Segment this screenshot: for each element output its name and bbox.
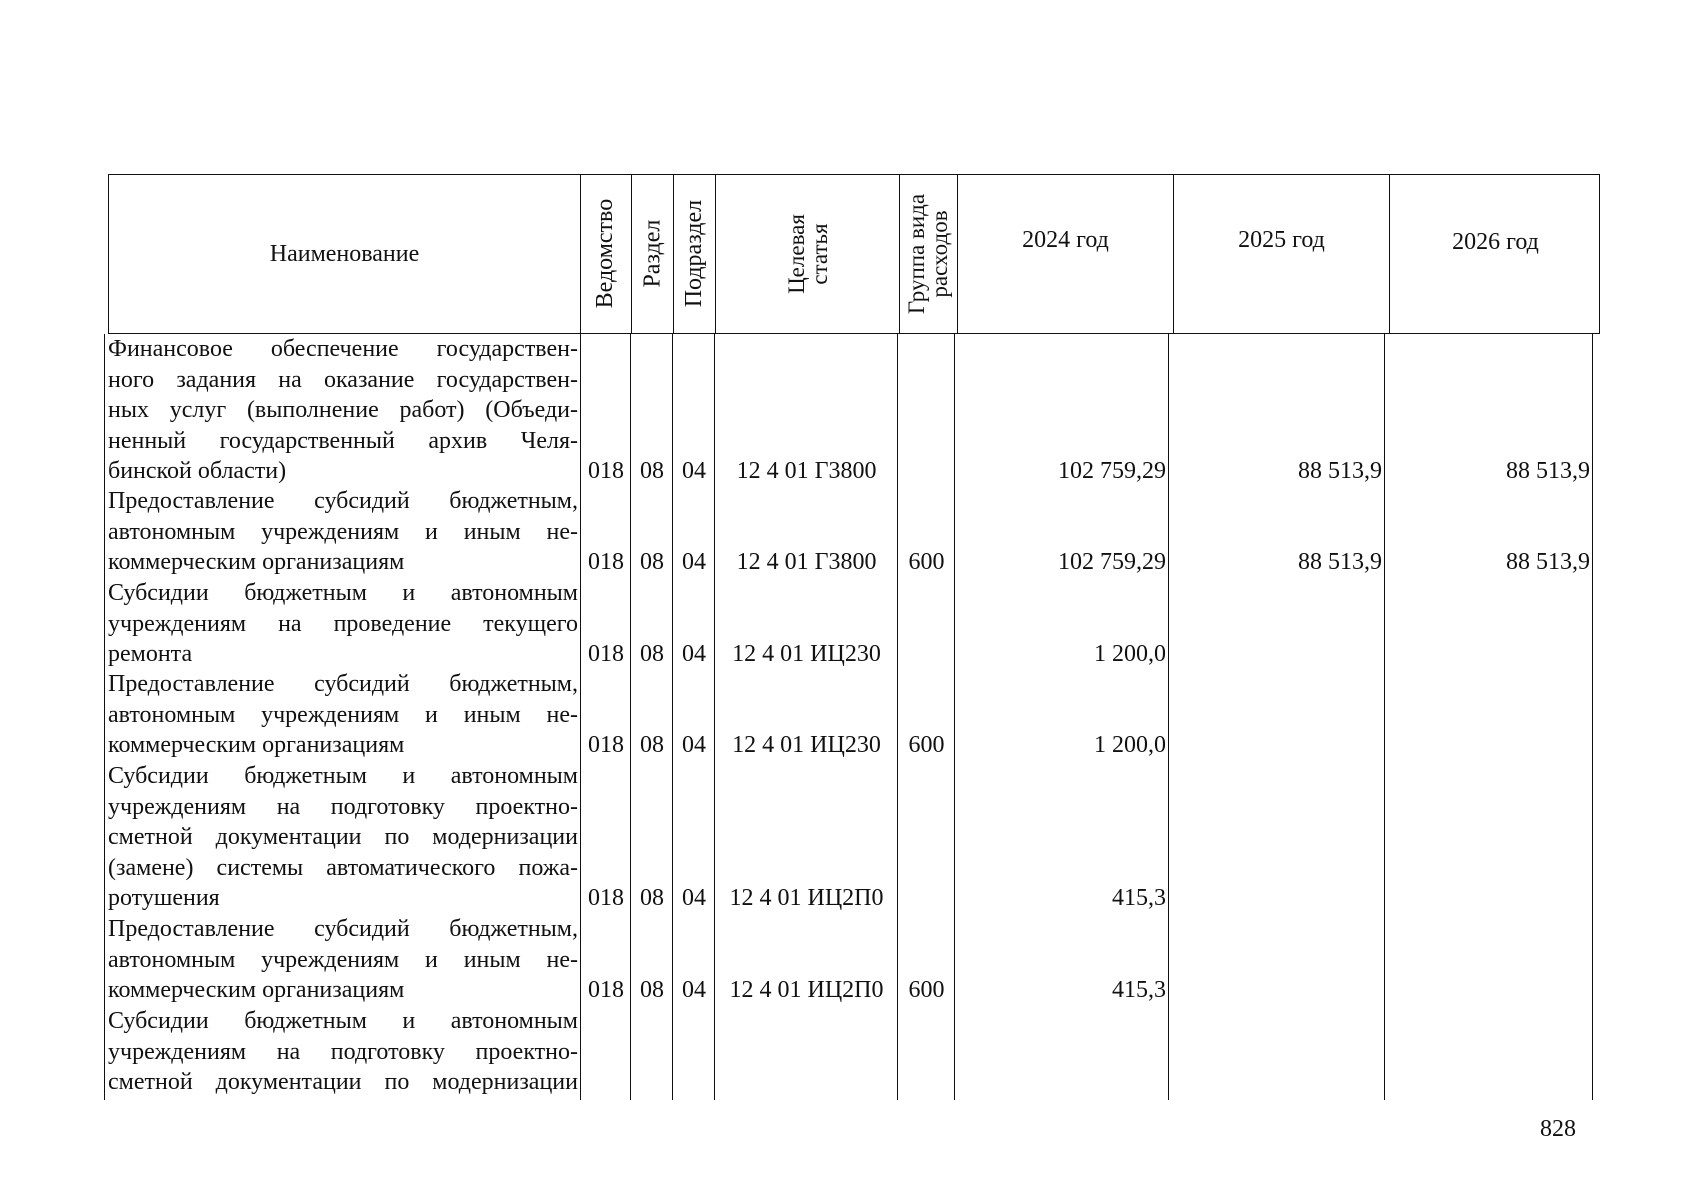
table-row-name: [108, 669, 578, 761]
cell-podrazdel: 04: [682, 732, 706, 758]
page-number: 828: [1540, 1116, 1576, 1142]
column-line: [580, 334, 581, 1100]
cell-2024: 415,3: [1112, 977, 1166, 1003]
header-podrazdel-cell: [674, 175, 716, 333]
table-row-name: [108, 1006, 578, 1098]
column-line: [1592, 334, 1593, 1100]
cell-2024: 1 200,0: [1094, 641, 1166, 667]
table-row-name: [108, 486, 578, 578]
table-row-name: [108, 334, 578, 487]
cell-podrazdel: 04: [682, 549, 706, 575]
header-name-cell: [109, 175, 581, 333]
header-gruppa-line2: расходов: [927, 210, 953, 298]
cell-razdel: 08: [640, 641, 664, 667]
cell-2025: 88 513,9: [1298, 549, 1382, 575]
header-tselevaya: [784, 214, 830, 294]
cell-vedomstvo: 018: [588, 549, 624, 575]
name-line: Субсидии бюджетным и автономным: [108, 1008, 578, 1034]
cell-podrazdel: 04: [682, 641, 706, 667]
header-tselevaya-cell: [716, 175, 900, 333]
name-line: автономным учреждениям и иным не-: [108, 701, 578, 728]
cell-podrazdel: 04: [682, 977, 706, 1003]
header-2025-cell: [1174, 175, 1390, 333]
cell-2024: 415,3: [1112, 885, 1166, 911]
name-line: сметной документации по модернизации: [108, 1069, 578, 1095]
name-line: учреждениям на проведение текущего: [108, 610, 578, 637]
column-line: [104, 334, 105, 1100]
name-line: (замене) системы автоматического пожа-: [108, 854, 578, 881]
name-line: Предоставление субсидий бюджетным,: [108, 671, 578, 697]
name-line: Субсидии бюджетным и автономным: [108, 763, 578, 789]
table-row-name: [108, 761, 578, 914]
column-line: [897, 334, 898, 1100]
cell-podrazdel: 04: [682, 458, 706, 484]
header-name: Наименование: [269, 240, 420, 267]
header-2024-cell: [958, 175, 1174, 333]
cell-2026: 88 513,9: [1506, 549, 1590, 575]
table-row-name: [108, 914, 578, 1006]
cell-razdel: 08: [640, 458, 664, 484]
name-line: Финансовое обеспечение государствен-: [108, 336, 578, 362]
name-line: ного задания на оказание государствен-: [108, 366, 578, 393]
cell-tselevaya: 12 4 01 ИЦ230: [732, 732, 881, 758]
cell-razdel: 08: [640, 977, 664, 1003]
header-2024: 2024 год: [1022, 227, 1109, 253]
header-vedomstvo: Ведомство: [592, 199, 619, 309]
name-line: автономным учреждениям и иным не-: [108, 946, 578, 973]
column-line: [1384, 334, 1385, 1100]
column-line: [1168, 334, 1169, 1100]
name-line: ненный государственный архив Челя-: [108, 427, 578, 454]
cell-gruppa: 600: [908, 732, 945, 758]
cell-gruppa: 600: [908, 549, 945, 575]
cell-tselevaya: 12 4 01 ИЦ230: [732, 641, 881, 667]
cell-tselevaya: 12 4 01 Г3800: [736, 458, 877, 484]
header-2025: 2025 год: [1238, 227, 1325, 253]
table-row-name: [108, 578, 578, 670]
header-2026: 2026 год: [1452, 229, 1539, 255]
name-line: Предоставление субсидий бюджетным,: [108, 916, 578, 942]
column-line: [714, 334, 715, 1100]
cell-gruppa: 600: [908, 977, 945, 1003]
header-2026-cell: [1390, 175, 1601, 333]
cell-2026: 88 513,9: [1506, 458, 1590, 484]
name-line: коммерческим организациям: [108, 732, 405, 758]
cell-vedomstvo: 018: [588, 458, 624, 484]
cell-2024: 102 759,29: [1058, 458, 1166, 484]
name-line: Предоставление субсидий бюджетным,: [108, 488, 578, 514]
header-razdel: Раздел: [638, 220, 665, 288]
header-vedomstvo-cell: [581, 175, 632, 333]
table-header: [108, 174, 1600, 334]
column-line: [672, 334, 673, 1100]
header-gruppa-cell: [900, 175, 958, 333]
name-line: коммерческим организациям: [108, 549, 405, 575]
header-tselevaya-line2: статья: [806, 223, 832, 285]
column-line: [630, 334, 631, 1100]
cell-tselevaya: 12 4 01 ИЦ2П0: [729, 885, 884, 911]
name-line: ных услуг (выполнение работ) (Объеди-: [108, 397, 578, 423]
name-line: Субсидии бюджетным и автономным: [108, 580, 578, 606]
cell-2024: 102 759,29: [1058, 549, 1166, 575]
header-gruppa: [906, 194, 952, 314]
header-razdel-cell: [632, 175, 674, 333]
name-line: учреждениям на подготовку проектно-: [108, 793, 578, 820]
cell-vedomstvo: 018: [588, 885, 624, 911]
cell-vedomstvo: 018: [588, 732, 624, 758]
header-gruppa-line1: Группа вида: [904, 193, 930, 315]
name-line: автономным учреждениям и иным не-: [108, 518, 578, 545]
header-podrazdel: Подраздел: [680, 200, 707, 308]
name-line: ротушения: [108, 885, 220, 911]
cell-2025: 88 513,9: [1298, 458, 1382, 484]
table-body: [104, 334, 1600, 1100]
cell-razdel: 08: [640, 549, 664, 575]
cell-tselevaya: 12 4 01 ИЦ2П0: [729, 977, 884, 1003]
name-line: ремонта: [108, 641, 193, 667]
cell-razdel: 08: [640, 885, 664, 911]
name-line: бинской области): [108, 458, 287, 484]
cell-tselevaya: 12 4 01 Г3800: [736, 549, 877, 575]
cell-razdel: 08: [640, 732, 664, 758]
header-tselevaya-line1: Целевая: [783, 214, 809, 294]
name-line: учреждениям на подготовку проектно-: [108, 1038, 578, 1065]
cell-vedomstvo: 018: [588, 977, 624, 1003]
cell-2024: 1 200,0: [1094, 732, 1166, 758]
cell-vedomstvo: 018: [588, 641, 624, 667]
name-line: сметной документации по модернизации: [108, 824, 578, 850]
name-line: коммерческим организациям: [108, 977, 405, 1003]
cell-podrazdel: 04: [682, 885, 706, 911]
column-line: [954, 334, 955, 1100]
